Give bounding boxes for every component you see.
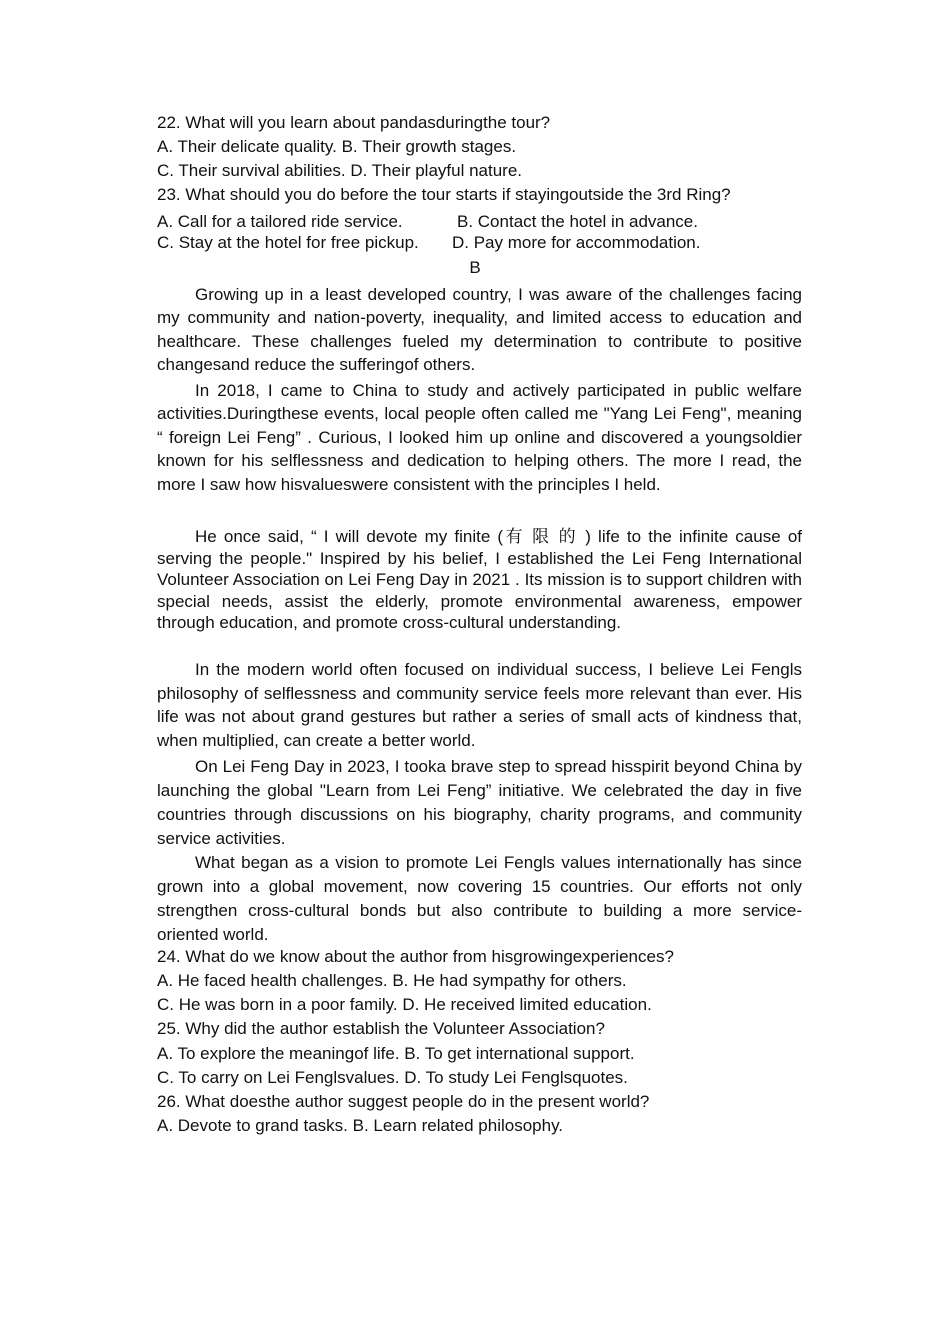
question-24-options-ab: A. He faced health challenges. B. He had sympathy for others. [157, 971, 627, 990]
question-24-options-cd: C. He was born in a poor family. D. He received limited education. [157, 995, 652, 1014]
question-22-options-cd: C. Their survival abilities. D. Their playful nature. [157, 161, 523, 180]
question-23-option-d: D. Pay more for accommodation. [452, 233, 701, 252]
passage-paragraph-1: Growing up in a least developed country, I was aware of the challenges facing my community and nation-poverty, inequality, and limited access to education and healthcare. These challenges fueled my determination to contribute to positive changesand reduce the sufferingof others. [157, 285, 802, 375]
question-26-stem: 26. What doesthe author suggest people do in the present world? [157, 1092, 650, 1111]
question-24-stem: 24. What do we know about the author from hisgrowingexperiences? [157, 947, 674, 966]
passage-paragraph-3: He once said, “ I will devote my finite (有 限 的 ) life to the infinite cause of serving the people." Inspired by his belief, I established the Lei Feng International Volunteer Association on Lei Feng Day in 2021 . Its mission is to support children with special needs, assist the elderly, promote environmental awareness, empower through education, and promote cross-cultural understanding. [157, 527, 802, 632]
question-26-options-ab: A. Devote to grand tasks. B. Learn related philosophy. [157, 1116, 564, 1135]
passage-paragraph-2: In 2018, I came to China to study and actively participated in public welfare activities.Duringthese events, local people often called me "Yang Lei Feng", meaning “ foreign Lei Feng” . Curious, I looked him up online and discovered a youngsoldier known for his selflessness and dedication to helping others. The more I read, the more I saw how hisvalueswere consistent with the principles I held. [157, 381, 802, 494]
question-23-stem: 23. What should you do before the tour starts if stayingoutside the 3rd Ring? [157, 185, 731, 204]
passage-paragraph-4: In the modern world often focused on individual success, I believe Lei Fengls philosophy of selflessness and community service feels more relevant than ever. His life was not about grand gestures but rather a series of small acts of kindness that, when multiplied, can create a better world. [157, 660, 802, 750]
section-label: B [469, 258, 481, 277]
question-22-stem: 22. What will you learn about pandasduringthe tour? [157, 113, 551, 132]
question-25-options-cd: C. To carry on Lei Fenglsvalues. D. To study Lei Fenglsquotes. [157, 1068, 628, 1087]
question-25-stem: 25. Why did the author establish the Volunteer Association? [157, 1019, 605, 1038]
question-22-options-ab: A. Their delicate quality. B. Their growth stages. [157, 137, 517, 156]
question-23-option-a: A. Call for a tailored ride service. [157, 212, 403, 231]
question-23-option-b: B. Contact the hotel in advance. [457, 212, 698, 231]
question-23-option-c: C. Stay at the hotel for free pickup. [157, 233, 419, 252]
passage-paragraph-6: What began as a vision to promote Lei Fengls values internationally has since grown into a global movement, now covering 15 countries. Our efforts not only strengthen cross-cultural bonds but also contribute to building a more service-oriented world. [157, 853, 802, 944]
passage-paragraph-5: On Lei Feng Day in 2023, I tooka brave step to spread hisspirit beyond China by launching the global "Learn from Lei Feng” initiative. We celebrated the day in five countries through discussions on his biography, charity programs, and community service activities. [157, 757, 802, 848]
question-25-options-ab: A. To explore the meaningof life. B. To get international support. [157, 1044, 635, 1063]
